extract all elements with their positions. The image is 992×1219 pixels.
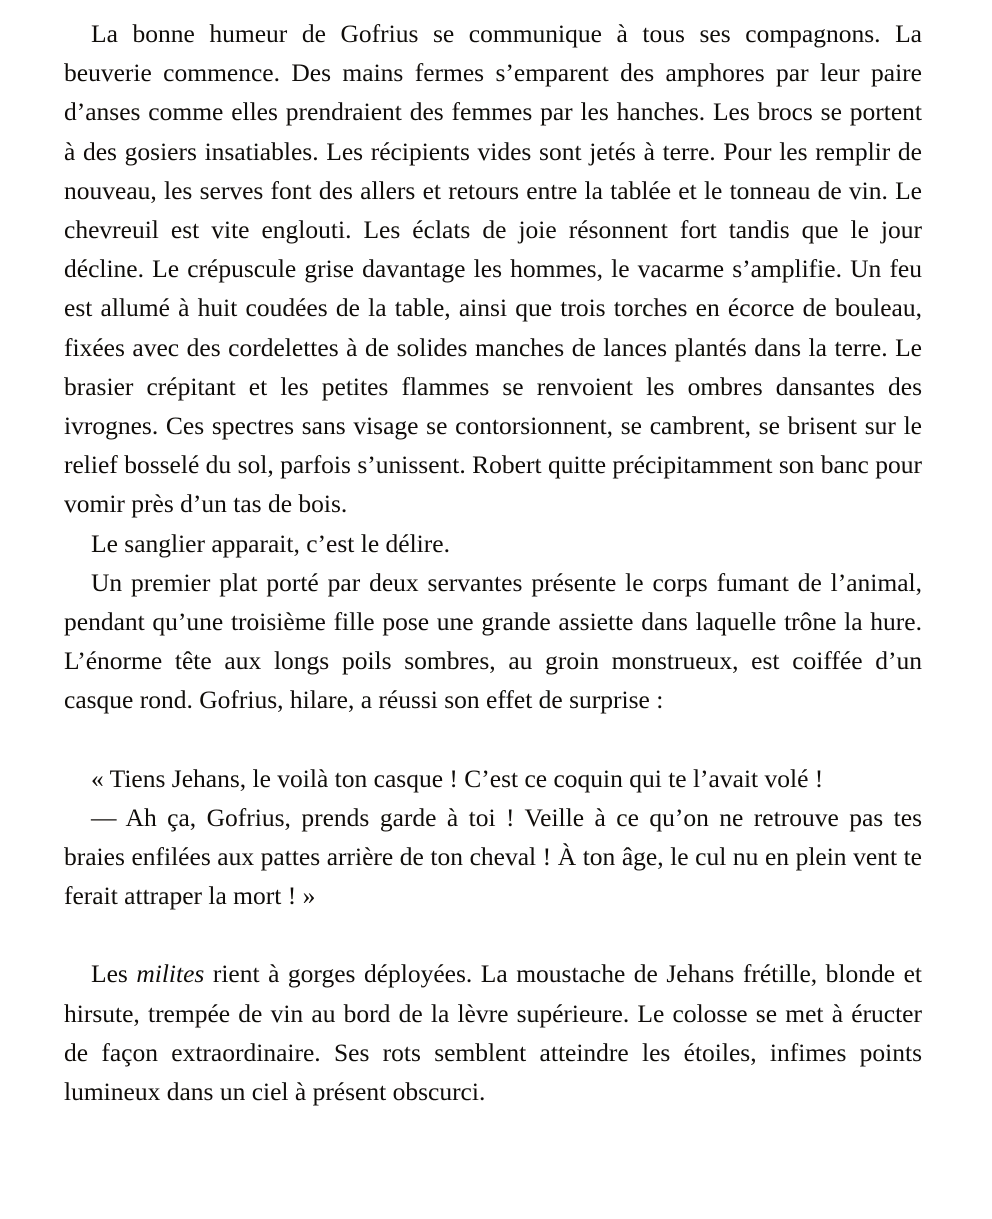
paragraph-4-lead: Les [91,959,137,989]
section-break-1 [64,720,922,759]
paragraph-1: La bonne humeur de Gofrius se communique à tous ses compagnons. La beuverie commence. Des mains fermes s’emparent des amphores par leur paire d’anses comme elles prendraient des femmes par les hanches. Les brocs se portent à des gosiers insatiables. Les récipients vides sont jetés à terre. Pour les remplir de nouveau, les serves font des allers et retours entre la tablée et le tonneau de vin. Le chevreuil est vite englouti. Les éclats de joie résonnent fort tandis que le jour décline. Le crépuscule grise davantage les hommes, le vacarme s’amplifie. Un feu est allumé à huit coudées de la table, ainsi que trois torches en écorce de bouleau, fixées avec des cordelettes à de solides manches de lances plantés dans la terre. Le brasier crépitant et les petites flammes se renvoient les ombres dansantes des ivrognes. Ces spectres sans visage se contorsionnent, se cambrent, se brisent sur le relief bosselé du sol, parfois s’unissent. Robert quitte précipitamment son banc pour vomir près d’un tas de bois. [64,19,922,519]
paragraph-4-emphasis: milites [136,959,205,989]
dialogue-line-1: « Tiens Jehans, le voilà ton casque ! C’est ce coquin qui te l’avait volé ! [91,763,824,793]
paragraph-4-rest: rient à gorges déployées. La moustache de Jehans frétille, blonde et hirsute, trempée de vin au bord de la lèvre supérieure. Le colosse se met à éructer de façon extraordinaire. Ses rots semblent atteindre les étoiles, infimes points lumineux dans un ciel à présent obscurci. [64,959,922,1107]
dialogue-line-2: — Ah ça, Gofrius, prends garde à toi ! Veille à ce qu’on ne retrouve pas tes braies enfilées aux pattes arrière de ton cheval ! À ton âge, le cul nu en plein vent te ferait attraper la mort ! » [64,802,922,911]
text-column [64,14,922,1111]
paragraph-4 [64,954,922,1111]
paragraph-2: Le sanglier apparait, c’est le délire. [91,528,450,558]
paragraph-3: Un premier plat porté par deux servantes présente le corps fumant de l’animal, pendant qu’une troisième fille pose une grande assiette dans laquelle trône la hure. L’énorme tête aux longs poils sombres, au groin monstrueux, est coiffée d’un casque rond. Gofrius, hilare, a réussi son effet de surprise : [64,567,922,715]
section-break-2 [64,915,922,954]
